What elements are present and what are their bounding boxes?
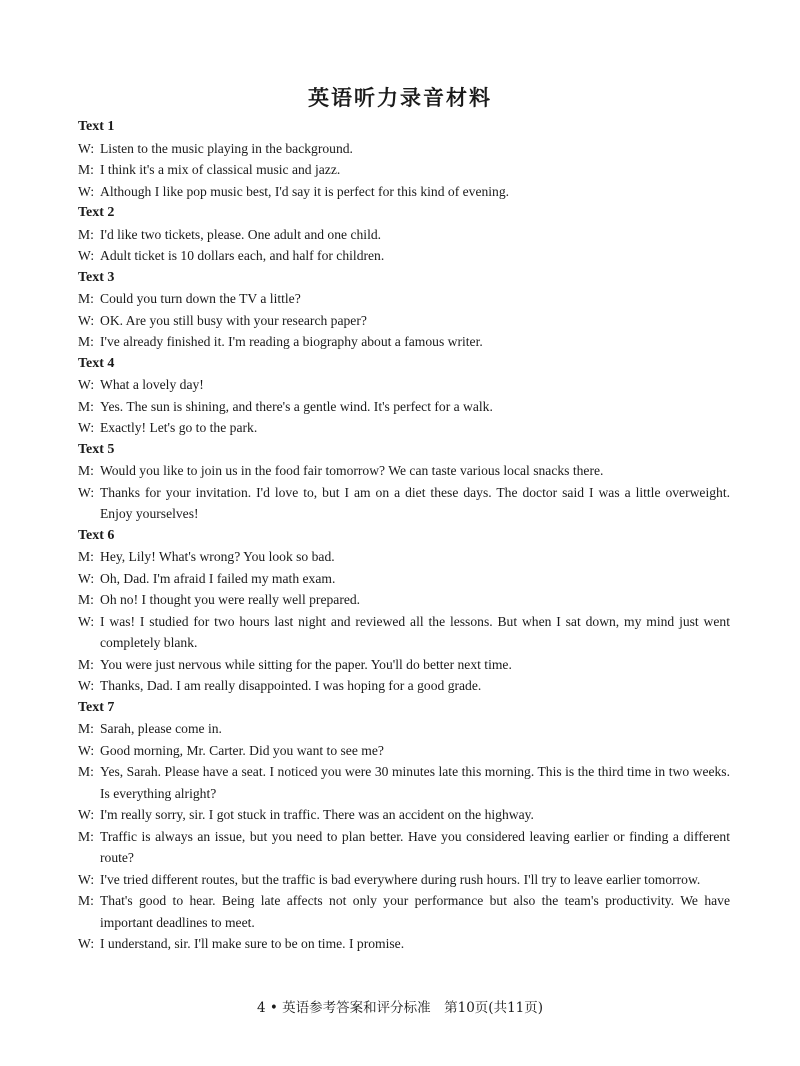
speaker-label: M: [78,721,94,736]
speaker-label: W: [78,871,95,887]
dialogue-text: Good morning, Mr. Carter. Did you want to see me? [100,742,384,758]
dialogue-line [78,675,730,697]
speaker-label: M: [78,764,94,779]
dialogue-text: Thanks for your invitation. I'd love to, but I am on a diet these days. The doctor said I was a little overweight. Enjoy yourselves! [100,484,730,521]
dialogue-line [78,761,730,804]
speaker-label: W: [78,678,95,693]
dialogue-line [78,310,730,332]
dialogue-line [78,933,730,955]
dialogue-line [78,288,730,310]
dialogue-text: Oh, Dad. I'm afraid I failed my math exam. [100,570,336,586]
page-footer: 4 • 英语参考答案和评分标准 第10页(共11页) [256,1000,544,1016]
dialogue-line [78,482,730,525]
speaker-label: W: [78,613,95,629]
dialogue-text: You were just nervous while sitting for the paper. You'll do better next time. [100,656,512,672]
dialogue-text: I've already finished it. I'm reading a biography about a famous writer. [100,334,483,349]
dialogue-line [78,826,730,869]
dialogue-line [78,396,730,418]
speaker-label: M: [78,893,94,908]
dialogue-text: Exactly! Let's go to the park. [100,420,258,435]
dialogue-line [78,568,730,590]
speaker-label: M: [78,398,94,414]
section-heading: Text 7 [78,699,115,715]
dialogue-text: Traffic is always an issue, but you need to plan better. Have you considered leaving earlier or finding a different route? [100,828,730,865]
section-heading: Text 6 [78,527,115,543]
section-heading: Text 3 [78,269,115,285]
speaker-label: M: [78,592,94,607]
dialogue-line [78,869,730,891]
speaker-label: W: [78,140,95,156]
dialogue-text: OK. Are you still busy with your research paper? [100,312,367,328]
dialogue-line [78,740,730,762]
dialogue-text: I was! I studied for two hours last night and reviewed all the lessons. But when I sat down, my mind just went completely blank. [100,613,730,650]
dialogue-line [78,138,730,160]
section-heading: Text 4 [78,355,115,371]
speaker-label: W: [78,936,95,951]
speaker-label: M: [78,334,94,349]
speaker-label: W: [78,183,95,199]
dialogue-text: I'd like two tickets, please. One adult and one child. [100,226,382,242]
section-heading: Text 5 [78,441,115,457]
dialogue-text: Yes, Sarah. Please have a seat. I noticed you were 30 minutes late this morning. This is the third time in two weeks. Is everything alright? [100,764,730,801]
section-heading: Text 2 [78,205,115,220]
dialogue-line [78,417,730,439]
dialogue-line [78,718,730,740]
dialogue-text: Adult ticket is 10 dollars each, and half for children. [100,248,385,263]
dialogue-text: Yes. The sun is shining, and there's a gentle wind. It's perfect for a walk. [100,398,493,414]
speaker-label: W: [78,570,95,586]
page-title: 英语听力录音材料 [308,86,492,110]
dialogue-line [78,589,730,611]
speaker-label: W: [78,248,95,263]
speaker-label: W: [78,420,95,435]
dialogue-text: What a lovely day! [100,377,204,392]
dialogue-text: Could you turn down the TV a little? [100,291,301,306]
dialogue-line [78,331,730,353]
dialogue-text: Oh no! I thought you were really well prepared. [100,592,361,607]
speaker-label: M: [78,828,94,844]
speaker-label: W: [78,484,95,500]
dialogue-line [78,374,730,396]
speaker-label: M: [78,291,94,306]
dialogue-text: I understand, sir. I'll make sure to be on time. I promise. [100,936,405,951]
dialogue-text: I've tried different routes, but the traffic is bad everywhere during rush hours. I'll try to leave earlier tomorrow. [100,871,701,887]
transcript-content [78,116,730,955]
dialogue-line [78,159,730,181]
speaker-label: W: [78,377,95,392]
dialogue-text: I'm really sorry, sir. I got stuck in traffic. There was an accident on the highway. [100,807,534,822]
speaker-label: W: [78,742,95,758]
dialogue-line [78,804,730,826]
dialogue-line [78,460,730,482]
dialogue-text: Listen to the music playing in the background. [100,140,353,156]
dialogue-line [78,181,730,203]
dialogue-line [78,654,730,676]
speaker-label: W: [78,312,95,328]
dialogue-text: I think it's a mix of classical music and jazz. [100,162,341,177]
speaker-label: M: [78,656,94,672]
speaker-label: M: [78,463,94,478]
speaker-label: M: [78,549,94,564]
speaker-label: W: [78,807,95,822]
dialogue-line [78,890,730,933]
section-heading: Text 1 [78,119,115,134]
dialogue-text: That's good to hear. Being late affects not only your performance but also the team's productivity. We have important deadlines to meet. [100,893,730,930]
dialogue-line [78,224,730,246]
dialogue-line [78,245,730,267]
dialogue-text: Would you like to join us in the food fair tomorrow? We can taste various local snacks there. [100,463,604,478]
dialogue-text: Hey, Lily! What's wrong? You look so bad. [100,549,335,564]
dialogue-text: Thanks, Dad. I am really disappointed. I was hoping for a good grade. [100,678,482,693]
dialogue-text: Although I like pop music best, I'd say it is perfect for this kind of evening. [100,183,510,199]
speaker-label: M: [78,226,94,242]
dialogue-line [78,546,730,568]
dialogue-text: Sarah, please come in. [100,721,222,736]
dialogue-line [78,611,730,654]
speaker-label: M: [78,162,94,177]
